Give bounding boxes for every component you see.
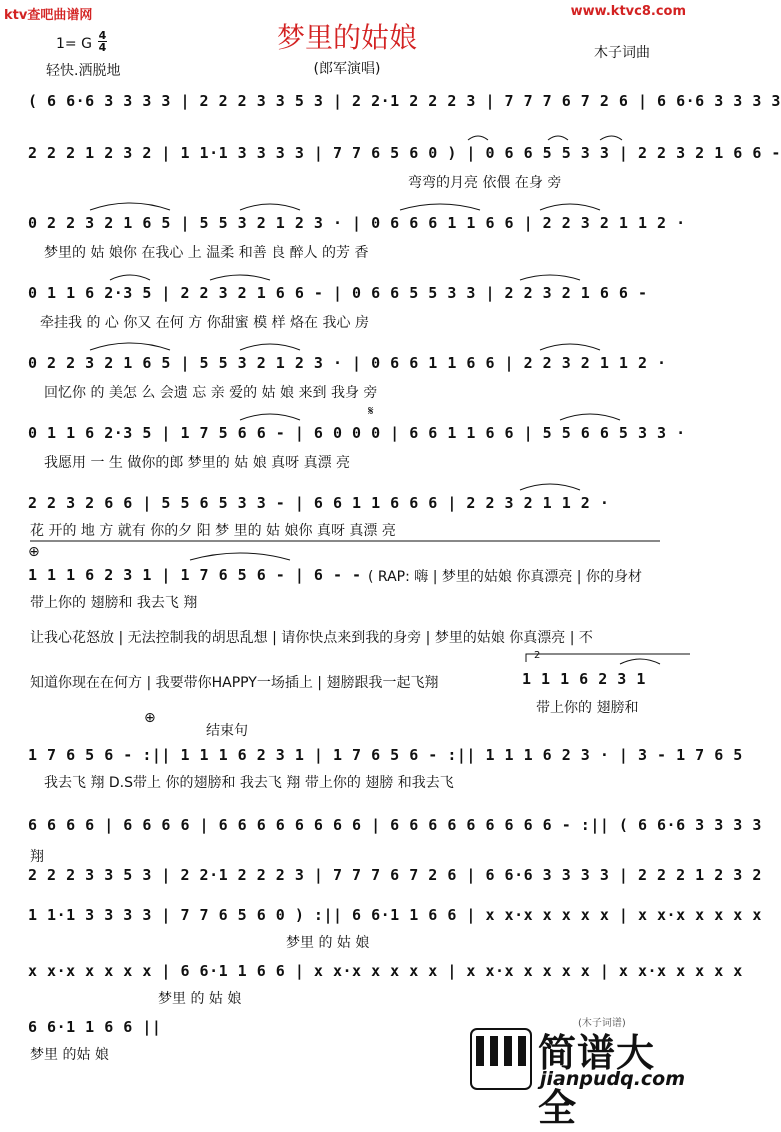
score-row-11-lyrics: 我去飞 翔 D.S带上 你的翅膀和 我去飞 翔 带上你的 翅膀 和我去飞 [44, 775, 454, 791]
score-row-12-notes: 6 6 6 6 | 6 6 6 6 | 6 6 6 6 6 6 6 6 | 6 6 6 6 6 6 6 6 6 - :|| ( 6 6·6 3 3 3 3 [28, 816, 762, 834]
logo-name: 简谱大全 [538, 1031, 656, 1130]
slur [240, 204, 300, 210]
volta-bracket [526, 654, 690, 662]
score-row-10-lyrics: 带上你的 翅膀和 [536, 700, 639, 716]
site-watermark-left: ktv查吧曲谱网 [4, 8, 93, 23]
logo-small-text: (木子词谱) [578, 1018, 626, 1029]
tempo-marking: 轻快.洒脱地 [46, 63, 121, 79]
score-row-5-notes: 0 2 2 3 2 1 6 5 | 5 5 3 2 1 2 3 · | 0 6 6 1 1 6 6 | 2 2 3 2 1 1 2 · [28, 354, 667, 372]
coda-mark-2: ⊕ [144, 710, 156, 726]
slur [548, 136, 568, 140]
slur [468, 136, 488, 140]
ending-label: 结束句 [206, 723, 248, 739]
slur [110, 275, 150, 280]
slur [620, 659, 660, 664]
score-row-8-lyrics: 带上你的 翅膀和 我去飞 翔 [30, 595, 198, 611]
score-row-9-rap: 让我心花怒放 | 无法控制我的胡思乱想 | 请你快点来到我的身旁 | 梦里的姑娘 你真漂亮 | 不 [30, 630, 593, 646]
score-row-2-notes: 2 2 2 1 2 3 2 | 1 1·1 3 3 3 3 | 7 7 6 5 6 0 ) | 0 6 6 5 5 3 3 | 2 2 3 2 1 6 6 - [28, 144, 781, 162]
score-row-7-lyrics: 花 开的 地 方 就有 你的夕 阳 梦 里的 姑 娘你 真呀 真漂 亮 [30, 523, 396, 539]
piano-keys-icon [470, 1028, 532, 1090]
slur [540, 344, 600, 350]
key-signature: 1= G [56, 36, 92, 52]
score-row-3-notes: 0 2 2 3 2 1 6 5 | 5 5 3 2 1 2 3 · | 0 6 6 6 1 1 6 6 | 2 2 3 2 1 1 2 · [28, 214, 686, 232]
score-row-10-notes: 1 1 1 6 2 3 1 [522, 670, 646, 688]
logo-url: jianpudq.com [540, 1068, 686, 1090]
jianpudq-logo [470, 1018, 692, 1130]
song-author: 木子词曲 [594, 45, 650, 61]
score-row-6-lyrics: 我愿用 一 生 做你的郎 梦里的 姑 娘 真呀 真漂 亮 [44, 455, 351, 471]
score-row-7-notes: 2 2 3 2 6 6 | 5 5 6 5 3 3 - | 6 6 1 1 6 6 6 | 2 2 3 2 1 1 2 · [28, 494, 610, 512]
song-subtitle: (郎军演唱) [313, 61, 381, 77]
segno-mark: 𝄋 [368, 404, 374, 419]
score-row-2-lyrics: 弯弯的月亮 依偎 在身 旁 [408, 175, 562, 191]
slur [190, 553, 290, 560]
slur [540, 204, 600, 210]
score-row-11-notes: 1 7 6 5 6 - :|| 1 1 1 6 2 3 1 | 1 7 6 5 6 - :|| 1 1 1 6 2 3 · | 3 - 1 7 6 5 [28, 746, 743, 764]
slur [520, 484, 580, 490]
score-row-13-notes: 2 2 2 3 3 5 3 | 2 2·1 2 2 2 3 | 7 7 7 6 7 2 6 | 6 6·6 3 3 3 3 | 2 2 2 1 2 3 2 [28, 866, 762, 884]
slur [560, 414, 620, 420]
score-row-8-rap: ( RAP: 嗨 | 梦里的姑娘 你真漂亮 | 你的身材 [368, 569, 642, 585]
score-row-12-lyrics: 翔 [30, 849, 44, 865]
score-row-15-lyrics: 梦里 的 姑 娘 [158, 991, 242, 1007]
slur [600, 136, 622, 140]
slur [240, 414, 300, 420]
score-row-10-rap: 知道你现在在何方 | 我要带你HAPPY一场插上 | 翅膀跟我一起飞翔 [30, 675, 439, 691]
slur [520, 275, 580, 280]
slur [240, 344, 300, 350]
score-row-4-lyrics: 牵挂我 的 心 你又 在何 方 你甜蜜 模 样 烙在 我心 房 [40, 315, 369, 331]
score-row-3-lyrics: 梦里的 姑 娘你 在我心 上 温柔 和善 良 醉人 的芳 香 [44, 245, 369, 261]
score-row-1-notes: ( 6 6·6 3 3 3 3 | 2 2 2 3 3 5 3 | 2 2·1 2 2 2 3 | 7 7 7 6 7 2 6 | 6 6·6 3 3 3 3 [28, 92, 781, 110]
slur [90, 203, 170, 210]
slur [400, 204, 480, 210]
score-row-4-notes: 0 1 1 6 2·3 5 | 2 2 3 2 1 6 6 - | 0 6 6 5 5 3 3 | 2 2 3 2 1 6 6 - [28, 284, 648, 302]
score-row-16-notes: 6 6·1 1 6 6 || [28, 1018, 162, 1036]
score-row-5-lyrics: 回忆你 的 美怎 么 会遗 忘 亲 爱的 姑 娘 来到 我身 旁 [44, 385, 378, 401]
score-row-8-notes: 1 1 1 6 2 3 1 | 1 7 6 5 6 - | 6 - - [28, 566, 362, 584]
score-row-14-lyrics: 梦里 的 姑 娘 [286, 935, 370, 951]
time-sig-bottom: 4 [98, 41, 107, 54]
score-row-15-notes: x x·x x x x x | 6 6·1 1 6 6 | x x·x x x x x | x x·x x x x x | x x·x x x x x [28, 962, 743, 980]
coda-mark: ⊕ [28, 544, 40, 560]
song-title: 梦里的姑娘 [276, 21, 417, 54]
score-row-16-lyrics: 梦里 的姑 娘 [30, 1047, 109, 1063]
slur [210, 275, 270, 280]
volta-number: 2 [534, 650, 541, 661]
site-watermark-right: www.ktvc8.com [570, 4, 686, 19]
time-sig-top: 4 [98, 29, 107, 42]
slur [90, 343, 170, 350]
score-row-14-notes: 1 1·1 3 3 3 3 | 7 7 6 5 6 0 ) :|| 6 6·1 1 6 6 | x x·x x x x x | x x·x x x x x [28, 906, 762, 924]
score-row-6-notes: 0 1 1 6 2·3 5 | 1 7 5 6 6 - | 6 0 0 0 | 6 6 1 1 6 6 | 5 5 6 6 5 3 3 · [28, 424, 686, 442]
